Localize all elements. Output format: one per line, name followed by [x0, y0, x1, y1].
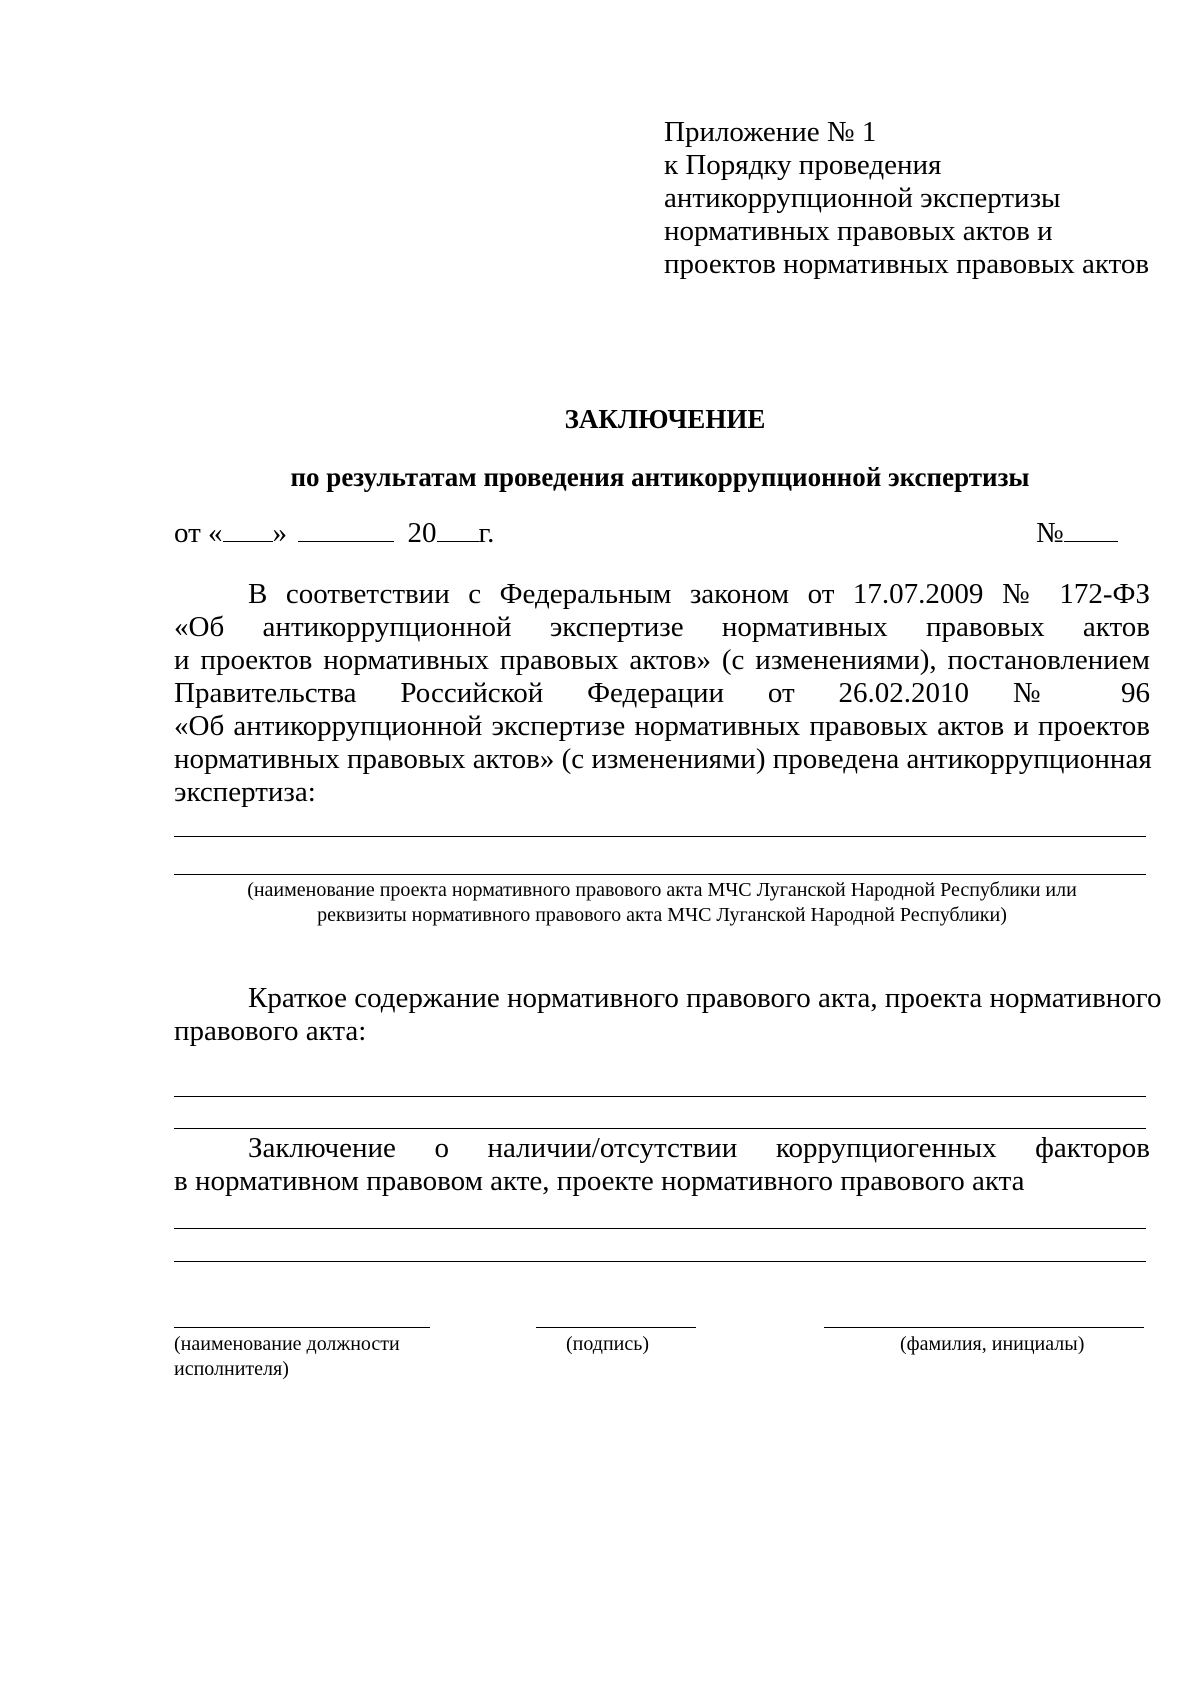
day-field[interactable]	[223, 513, 273, 542]
appendix-line: к Порядку проведения	[664, 149, 942, 181]
summary-field-1[interactable]	[174, 1096, 1146, 1097]
paragraph-line: «Об антикоррупционной экспертизе нормативных правовых актов и проектов	[174, 710, 1150, 742]
conclusion-field-2[interactable]	[174, 1261, 1146, 1262]
number-line	[1036, 513, 1118, 550]
year-suffix: г.	[478, 517, 495, 549]
summary-field-2[interactable]	[174, 1128, 1146, 1129]
paragraph-line: Краткое содержание нормативного правового акта, проекта нормативного	[248, 982, 1162, 1014]
position-label-line: (наименование должности	[174, 1333, 400, 1355]
number-field[interactable]	[1064, 513, 1118, 542]
date-prefix: от «	[174, 517, 223, 549]
conclusion-field-1[interactable]	[174, 1228, 1146, 1229]
number-label: №	[1036, 517, 1064, 549]
summary-paragraph	[174, 982, 1162, 1048]
paragraph-line: и проектов нормативных правовых актов» (с изменениями), постановлением	[174, 644, 1150, 676]
act-name-field-2[interactable]	[174, 874, 1146, 875]
appendix-line: Приложение № 1	[664, 116, 877, 148]
paragraph-line: нормативных правовых актов» (с изменениями) проведена антикоррупционная	[174, 743, 1152, 775]
appendix-header	[664, 116, 1149, 281]
signature-label: (подпись)	[566, 1333, 650, 1355]
document-title: ЗАКЛЮЧЕНИЕ	[564, 404, 766, 434]
paragraph-line: в нормативном правовом акте, проекте нормативного правового акта	[174, 1165, 1025, 1197]
month-field[interactable]	[298, 513, 394, 542]
date-quote-close: »	[272, 517, 288, 549]
caption-line: реквизиты нормативного правового акта МЧС Луганской Народной Республики)	[317, 904, 1007, 926]
document-subtitle: по результатам проведения антикоррупционной экспертизы	[290, 462, 1030, 492]
date-line	[174, 513, 494, 550]
appendix-line: антикоррупционной экспертизы	[664, 182, 1061, 214]
appendix-line: проектов нормативных правовых актов	[664, 248, 1150, 280]
act-name-caption	[174, 878, 1150, 928]
conclusion-paragraph	[174, 1132, 1150, 1198]
appendix-line: нормативных правовых актов и	[664, 215, 1053, 247]
paragraph-line: правового акта:	[174, 1015, 367, 1047]
name-field[interactable]	[824, 1327, 1144, 1328]
act-name-field-1[interactable]	[174, 836, 1146, 837]
position-label-line: исполнителя)	[174, 1358, 289, 1380]
paragraph-line: экспертиза:	[174, 776, 316, 808]
year-prefix: 20	[407, 517, 437, 549]
caption-line: (наименование проекта нормативного правового акта МЧС Луганской Народной Республики или	[247, 879, 1077, 901]
paragraph-line: Заключение о наличии/отсутствии коррупциогенных факторов	[248, 1132, 1150, 1164]
year-field[interactable]	[437, 513, 479, 542]
position-label	[174, 1332, 400, 1382]
position-field[interactable]	[174, 1327, 430, 1328]
signature-field[interactable]	[536, 1327, 696, 1328]
name-label: (фамилия, инициалы)	[900, 1333, 1085, 1355]
paragraph-line: Правительства Российской Федерации от 26.02.2010 № 96	[174, 677, 1150, 709]
intro-paragraph	[174, 578, 1150, 809]
paragraph-line: «Об антикоррупционной экспертизе нормативных правовых актов	[174, 611, 1150, 643]
paragraph-line: В соответствии с Федеральным законом от 17.07.2009 № 172-ФЗ	[248, 578, 1150, 610]
